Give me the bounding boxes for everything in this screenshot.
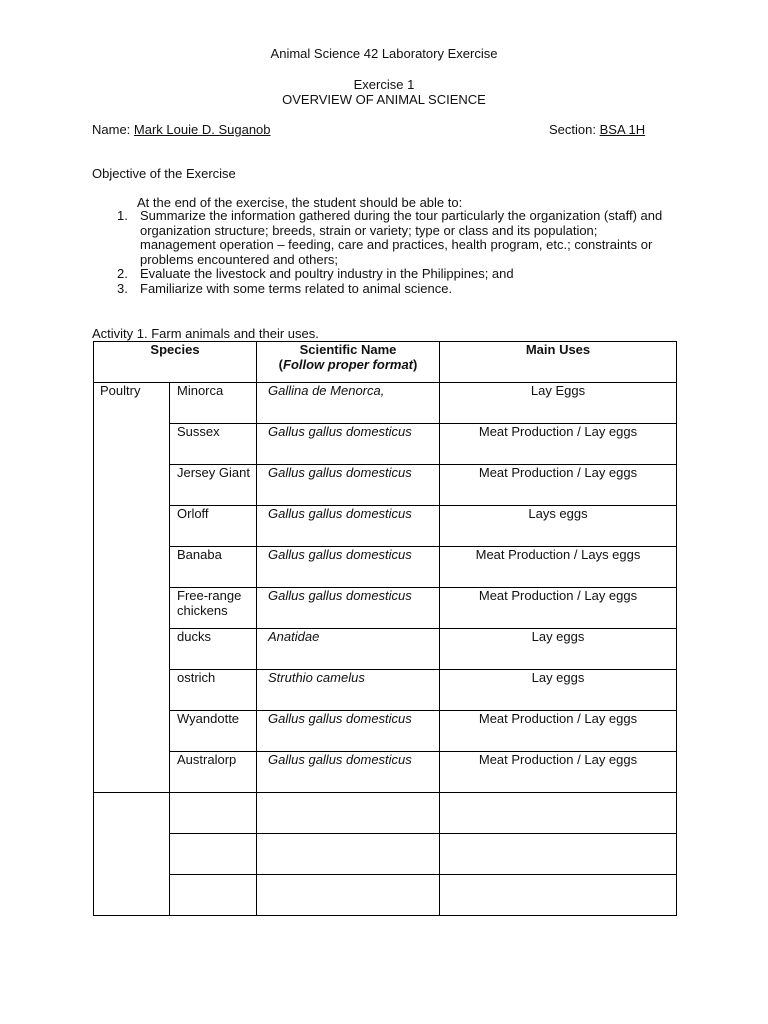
empty-row <box>94 793 677 834</box>
header-scientific-name: Scientific Name (Follow proper format) <box>257 342 440 383</box>
empty-row <box>94 875 677 916</box>
name-value: Mark Louie D. Suganob <box>133 122 271 137</box>
objective-list <box>112 209 672 296</box>
table-row: Wyandotte Gallus gallus domesticus Meat Production / Lay eggs <box>94 711 677 752</box>
table-row: Banaba Gallus gallus domesticus Meat Production / Lays eggs <box>94 547 677 588</box>
course-title: Animal Science 42 Laboratory Exercise <box>270 46 498 61</box>
empty-cell <box>170 793 257 834</box>
empty-cell <box>440 793 677 834</box>
table-row: Australorp Gallus gallus domesticus Meat Production / Lay eggs <box>94 752 677 793</box>
table-row: ducks Anatidae Lay eggs <box>94 629 677 670</box>
name-label: Name: <box>92 122 131 137</box>
section-label: Section: <box>549 122 596 137</box>
header-main-uses: Main Uses <box>440 342 677 383</box>
objective-heading: Objective of the Exercise <box>92 166 236 181</box>
empty-row <box>94 834 677 875</box>
section-value: BSA 1H <box>599 122 646 137</box>
objective-intro: At the end of the exercise, the student should be able to: <box>137 195 463 210</box>
group-poultry: Poultry <box>94 383 170 793</box>
section-line <box>549 122 645 137</box>
header-species: Species <box>94 342 257 383</box>
table-header-row <box>94 342 677 383</box>
name-line <box>92 122 271 137</box>
empty-cell <box>257 875 440 916</box>
table-row: Jersey Giant Gallus gallus domesticus Meat Production / Lay eggs <box>94 465 677 506</box>
table-row: Sussex Gallus gallus domesticus Meat Production / Lay eggs <box>94 424 677 465</box>
exercise-number: Exercise 1 <box>353 77 415 92</box>
empty-cell <box>170 875 257 916</box>
empty-cell <box>257 834 440 875</box>
table-row: ostrich Struthio camelus Lay eggs <box>94 670 677 711</box>
objective-item: 1. Summarize the information gathered during the tour particularly the organization (staff) and organization structure; breeds, strain or variety; type or class and its population; management operation – feeding, care and practices, health program, etc.; constraints or problems encountered and others; <box>117 208 663 267</box>
activity-title: Activity 1. Farm animals and their uses. <box>92 326 319 341</box>
farm-animals-table <box>93 341 677 916</box>
objective-item: 3. Familiarize with some terms related to animal science. <box>117 280 453 296</box>
table-row: Poultry Minorca Gallina de Menorca, Lay Eggs <box>94 383 677 424</box>
table-row: Free-range chickens Gallus gallus domesticus Meat Production / Lay eggs <box>94 588 677 629</box>
empty-cell <box>440 875 677 916</box>
table-row: Orloff Gallus gallus domesticus Lays eggs <box>94 506 677 547</box>
objective-item: 2. Evaluate the livestock and poultry industry in the Philippines; and <box>117 266 514 281</box>
empty-cell <box>94 793 170 916</box>
empty-cell <box>170 834 257 875</box>
exercise-title: OVERVIEW OF ANIMAL SCIENCE <box>282 92 486 107</box>
empty-cell <box>440 834 677 875</box>
empty-cell <box>257 793 440 834</box>
